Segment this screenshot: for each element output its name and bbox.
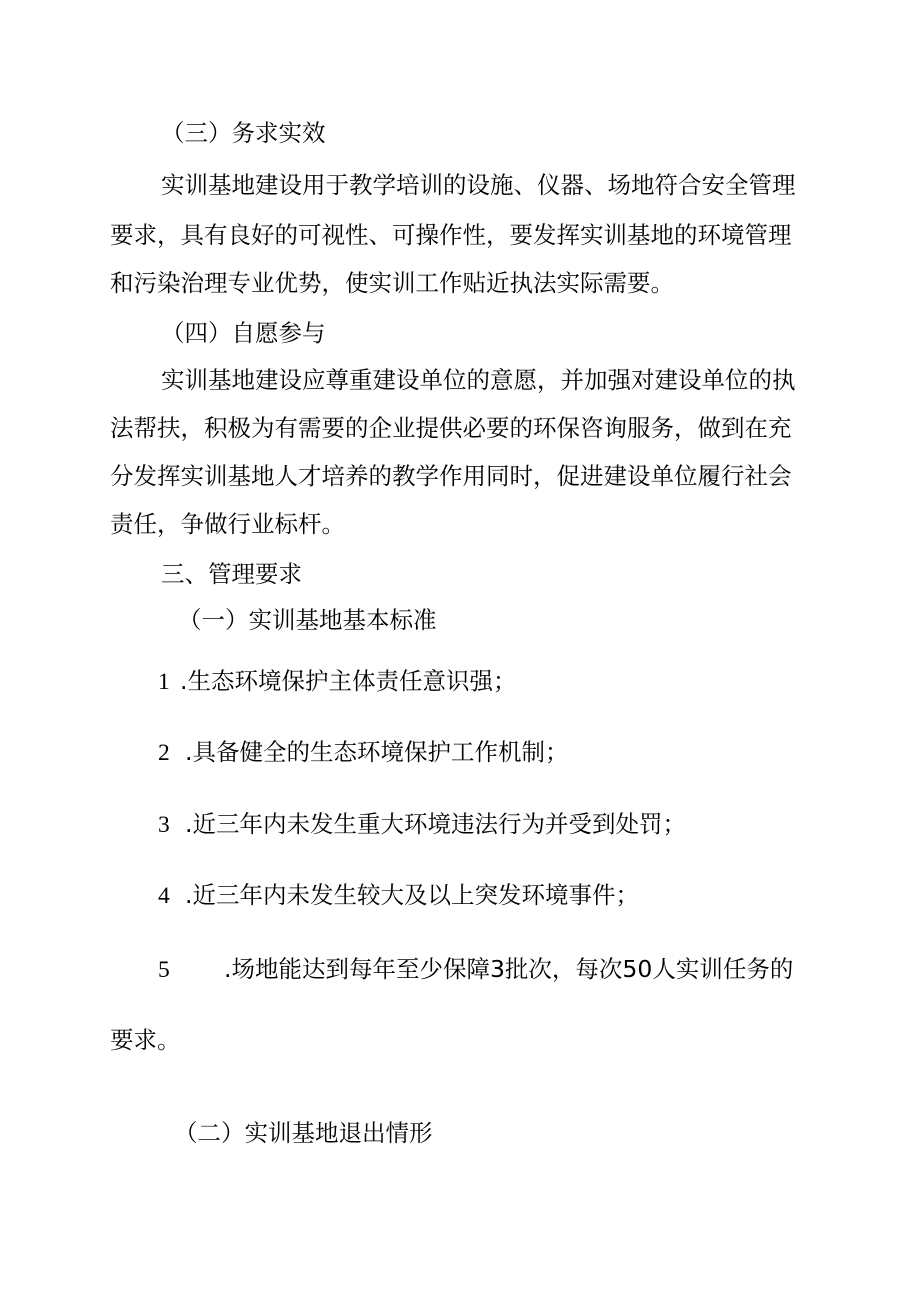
paragraph-line: 实训基地建设用于教学培训的设施、仪器、场地符合安全管理 [161,171,796,199]
list-text: .具备健全的生态环境保护工作机制； [185,738,569,766]
paragraph-line: 实训基地建设应尊重建设单位的意愿，并加强对建设单位的执 [161,366,796,394]
list-number: 2 [158,740,170,766]
list-item [158,809,686,840]
list-number: 4 [158,883,170,909]
paragraph-line: 要求，具有良好的可视性、可操作性，要发挥实训基地的环境管理 [110,221,792,249]
list-number: 3 [158,812,170,838]
list-item [158,880,639,911]
section-heading-3: （三）务求实效 [161,119,326,147]
list-number: 5 [158,957,170,983]
paragraph-line: 和污染治理专业优势，使实训工作贴近执法实际需要。 [110,269,674,297]
list-item [158,737,568,768]
list-number: 1 [158,669,170,695]
subsection-heading-2: （二）实训基地退出情形 [174,1119,433,1147]
list-item-continuation: 要求。 [110,1026,181,1054]
list-item [158,954,793,985]
section-heading-4: （四）自愿参与 [161,319,326,347]
paragraph-line: 分发挥实训基地人才培养的教学作用同时，促进建设单位履行社会 [110,462,792,490]
list-item [158,666,516,697]
list-text: .近三年内未发生重大环境违法行为并受到处罚； [185,810,686,838]
paragraph-line: 责任，争做行业标杆。 [110,510,345,538]
list-text: .场地能达到每年至少保障3批次，每次50人实训任务的 [224,955,794,983]
chapter-heading: 三、管理要求 [161,560,302,588]
subsection-heading-1: （一）实训基地基本标准 [178,606,437,634]
list-text: .生态环境保护主体责任意识强； [180,667,517,695]
list-text: .近三年内未发生较大及以上突发环境事件； [185,881,639,909]
paragraph-line: 法帮扶，积极为有需要的企业提供必要的环保咨询服务，做到在充 [110,414,792,442]
